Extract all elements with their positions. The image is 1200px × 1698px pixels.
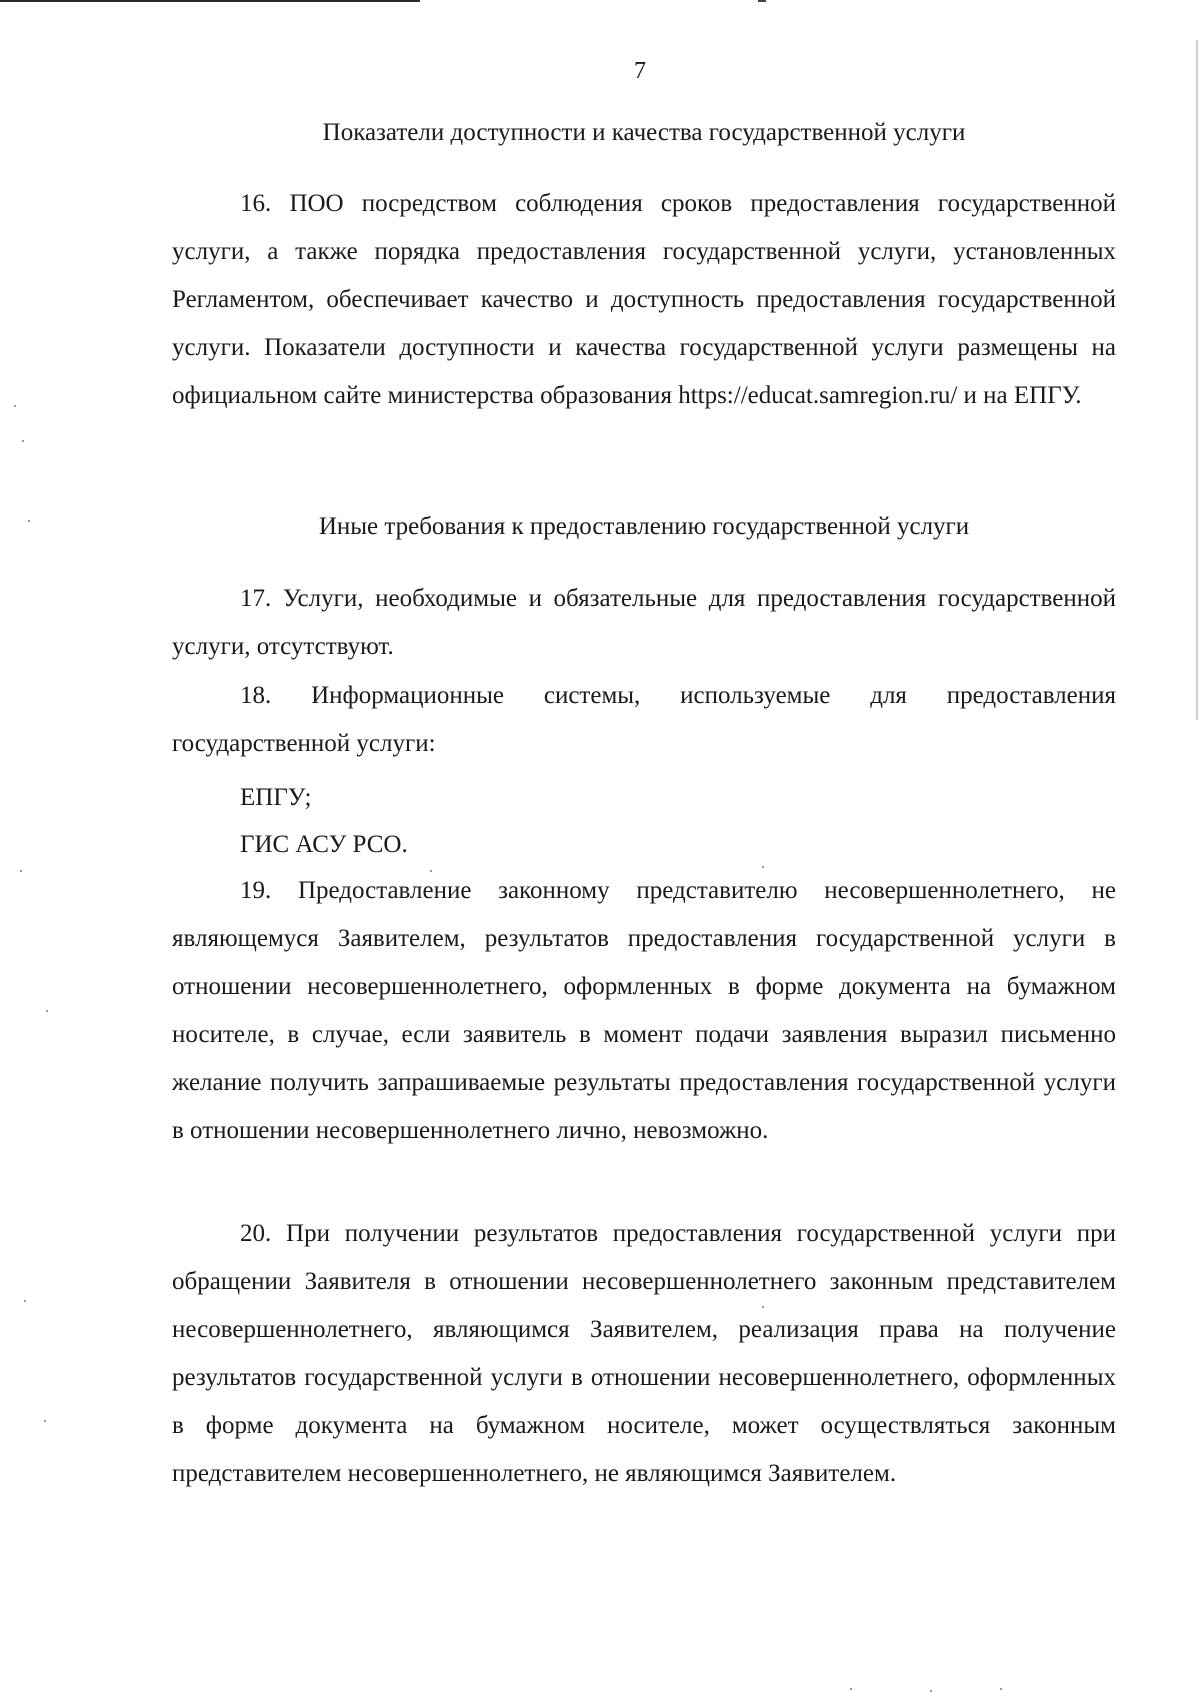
scan-speck [22,440,24,442]
page-number: 7 [634,58,646,84]
scan-speck [24,1300,26,1302]
list-item-gis-asu-rso: ГИС АСУ РСО. [240,831,408,858]
scan-speck [1000,1688,1002,1690]
scan-edge-mark-top [758,0,766,2]
paragraph-18: 18. Информационные системы, используемые для предоставления государственной услуги: [172,682,1116,757]
paragraph-20: 20. При получении результатов предоставления государственной услуги при обращении Заявителя в отношении несовершеннолетнего законным представителем несовершеннолетнего, являющимся Заявителем, реализация права на получение результатов государственной услуги в отношении несовершеннолетнего, оформленных в форме документа на бумажном носителе, может осуществляться законным представителем несовершеннолетнего, не являющимся Заявителем. [172,1220,1116,1487]
section-heading-other-requirements: Иные требования к предоставлению государственной услуги [318,513,970,540]
section-heading-availability: Показатели доступности и качества государственной услуги [322,119,966,146]
list-item-epgu: ЕПГУ; [240,784,312,811]
scan-speck [28,520,30,522]
scan-speck [20,870,22,872]
scan-speck [930,1690,932,1692]
paragraph-16: 16. ПОО посредством соблюдения сроков предоставления государственной услуги, а также порядка предоставления государственной услуги, установленных Регламентом, обеспечивает качество и доступность предоставления государственной услуги. Показатели доступности и качества государственной услуги размещены на официальном сайте министерства образования https://educat.samregion.ru/ и на ЕПГУ. [172,190,1116,409]
scan-edge-line-right [1196,40,1198,720]
scan-speck [44,1420,46,1422]
paragraph-17: 17. Услуги, необходимые и обязательные для предоставления государственной услуги, отсутствуют. [172,585,1116,660]
paragraph-19: 19. Предоставление законному представителю несовершеннолетнего, не являющемуся Заявителем, результатов предоставления государственной услуги в отношении несовершеннолетнего, оформленных в форме документа на бумажном носителе, в случае, если заявитель в момент подачи заявления выразил письменно желание получить запрашиваемые результаты предоставления государственной услуги в отношении несовершеннолетнего лично, невозможно. [172,877,1116,1144]
scan-speck [46,1010,48,1012]
scan-edge-line-top [0,0,420,2]
scan-speck [14,405,16,407]
scan-speck [850,1688,852,1690]
